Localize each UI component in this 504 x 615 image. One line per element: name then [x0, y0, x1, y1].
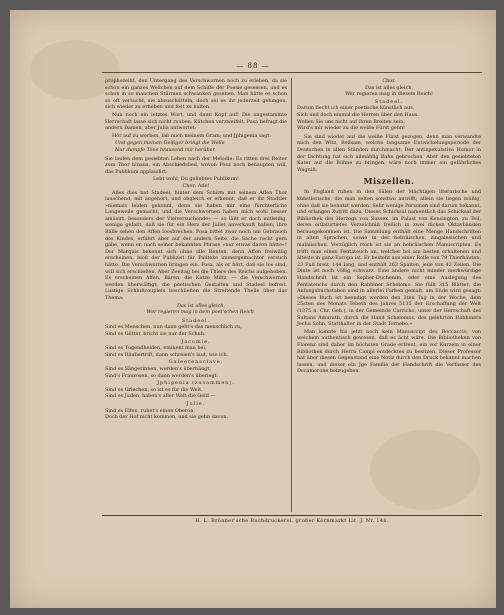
speaker-name: Stadeel.	[374, 98, 404, 105]
left-column	[105, 78, 287, 421]
paragraph: Nun noch ein letztes Wort, und dann Kopf auf! Die angestammte Herrschaft lasse sich nicht rauben. Kätchen verzweifelt, Posa befragt die andern Damen, aber Julia antwortet:	[105, 111, 287, 132]
poem-line: Nur dumpfe Töne brausend mir herüber.	[115, 146, 216, 153]
section-title: Miszellen.	[363, 176, 415, 187]
right-column	[297, 78, 481, 376]
chorus-line: Das ist alles gleich,	[364, 84, 414, 91]
verse-line: Sich und doch einmal die Herren über den Haus.	[297, 111, 419, 118]
verse-line: Sind es Juden, haben's aller Welt die Geld —	[105, 393, 216, 400]
verse-line: Sind's Franzosen, so dann werden's überlegt.	[105, 372, 219, 379]
verse-line: Wird's mir wieder zu die weiße Fürst gehn!	[297, 125, 406, 132]
paragraph: Sie laufen dem gesiebten Leben nach der Melodie: Es ritten drei Reiter zum Thor hinaus, ein Abschiedslied, wovon Posa noch behaupten will, das Publikum applaudirt:	[105, 155, 287, 175]
verse-line: Sind es Elfen, ruhet's einen Oberon,	[105, 407, 195, 414]
chorus-line: Lebt wohl, Du geliebtes Publikum!	[153, 176, 239, 183]
verse-line: Sind es Sängerinnen, werden's überhängt,	[105, 365, 211, 372]
chorus-line: Wer regieren mag in diesem Reich!	[345, 91, 433, 98]
poem-line: Und gegen meinen Geißger bringt die Welle	[115, 140, 225, 147]
printer-imprint: H. L. Brönner'sche Buchdruckerei, großer Kornmarkt Lit. J. Nr. 148.	[195, 518, 389, 524]
verse-line: Doch der Hof nicht kommen, und sie gehn davon.	[105, 414, 229, 421]
verse-line: Sind es Menschen, nun dann geht's das menschlich zu,	[105, 324, 242, 331]
speaker-name: Jacomie.	[181, 338, 211, 345]
stanza	[105, 401, 287, 421]
stanza	[105, 359, 287, 379]
column-divider	[291, 78, 292, 512]
verse-line: Sind es Tugendhelden, eminent man bei,	[105, 345, 207, 352]
footer-rule	[102, 515, 482, 516]
speaker-name: Stadeel.	[181, 317, 211, 324]
stanza	[105, 339, 287, 359]
stanza	[105, 380, 287, 400]
paragraph: In England ruhen in den Sälen der Mächtigen literarische und künstlerische, die man selten sonstwo antrifft; allein sie liegen müßig, ohne daß sie benutzt werden. Sehr wenige Personen sind darum bekannt, und erlangen Zutritt dazu. Dieses Schicksal namentlich das Schicksal der Bibliothek des Herzogs von Sussex, im Palast von Kensington, zu Teil, deren eitlaturtiefes Verzeichniß freilich in zwei dicken Oktavbänden herausgekommen ist. Die Sammlung enthält eine Menge Handschriften in alten Sprachen, sowie in der hebräischen, zingalesischen und malaiischen. Vorzüglich reich ist sie an hebräischen Manuscripten. Es trifft man einen Pentateuch an, welcher bei am besten erhaltenen und älteste in ganz Europa ist. Er besteht aus einer Rolle von 79 Thierhäuten, 23 Fuß breit, 144 lang, und enthält 263 Spalten, jede von 42 Zeilen. Die Dinte ist noch völlig schwarz. Eine andere nicht minder merkwürdige Handschrift ist ein Sepher-Duchenim, oder eine Auslegung des Pentateuchs durch den Rabbiner Schelomo. Sie füllt 315 Blätter; die Anfangsbuchstaben sind in allerlei Farben gemalt, am Ende wird gesagt: »Dieses Buch ist beendigt worden den 3ten Tag in der Woche, dem 25sten des Monats Tebeth des Jahres 5135 der Erschaffung der Welt (1375 n. Chr. Geb.), in der Gemeinde Carricho, unter der Herrschaft des Sultans Amurath, durch die Hand Schelomos, des gelehrten Rabbiners Jechu Sohn, Statthalter in der Stadt Tornebo.«	[297, 189, 481, 328]
page-number: — 88 —	[236, 62, 270, 70]
verse-line: Wollen Sie uns nicht auf ihren Breiten sein,	[297, 118, 405, 125]
poem-quote	[115, 140, 287, 153]
verse-line: Darum flecht ich einer poetische künstlich aus,	[297, 105, 415, 112]
speaker-name: Jphigenia (zusammen).	[157, 380, 235, 387]
verse-line: Sind es Griechen, so ist es für die Welt,	[105, 386, 203, 393]
header-rule	[102, 72, 482, 73]
refrain-line: Wer regieren mag in dem poet'schen Reich.	[146, 309, 256, 316]
speaker-name: Galeerensclave.	[168, 359, 224, 366]
chorus-label: Chor: Ade!	[182, 182, 210, 189]
stanza	[105, 318, 287, 338]
paragraph: Sie sind wieder auf die weiße Fürst gezogen, denn man verwandte mich den Witz, Beilsam, welche langsame Entwickelungsperiode der Deutschen in allen Ständen durchmacht. Der antispekulative Humor in der Dichtung hat sich allmählig Bahn gebrochen. Aber den gesiebteten Kater auf die Bühne zu bringen, wäre noch immer ein gefährliches Wagniß.	[297, 133, 481, 173]
speaker-name: Julie.	[186, 400, 206, 407]
paper-stain	[370, 430, 480, 510]
paragraph: Hör auf zu werben, laß mich meinem Gram; und Jphigenia sagt:	[112, 132, 271, 139]
paragraph: Alles dies hat Stadeel, hinter dem Schirm mit seinem Affen Thor lauschend, mit angehört, und obgleich er erkennt, daß er ihr Stadtler »niemals leiden gekonnt, denn sie haben mir eine fürchterliche Langeweile gemacht, und die Verschwornen haben mich wohl besser amüsirt, besonders der Vielversuchende« — so läßt er doch mitleidig, wenige gefaßt, daß sie für ein Herz der Juliet anverkauft haben, ihre Bälle sehen den Affen loosbrechen. Posa bittet zwar noch um Gebrauch des Kindes, erfährt aber auf der andern Seite, die Sache recht gern gäbe, wenn er, nach seiner bekannten Phrase »nur etwas davon hätte«! Der Marquis bekennt sich ohne alle Renten, denn Affen freiwillig erscheinen, bloß der Publizist für Paliteke immergemachter versuch hätte. Die Verschwornen bringen ein. Posa, als er hört, daß sie los sind, will sich erschießen. Aber Zeeitag bei die Thiere des Reichs aufgehoben. Es erscheinen Affen, Bären, die Katze Miltz, — die Verschwornen werden überwältigt; die poetischen Gestalten und Stadeel befreit. Lustige Schlußcouplets beschließen die Streitende Theile über das Thema:	[105, 189, 287, 301]
refrain	[115, 303, 287, 316]
newspaper-page	[10, 10, 496, 608]
chorus-label: Chor.	[382, 78, 396, 84]
verse-line: Sind es Götter, bricht sie nur der Schuh.	[105, 330, 206, 337]
paragraph: prophezeiht, den Untergang des Verschwornen noch zu erleben, da sie schon ein ganzes Weilchen auf dem Schiffe der Poesie gesessen, und es schon in so manchen Stürmen schwanken gesehen. Man hätte es schon so oft versucht, sie abzuschütteln, doch sei es ihr jederzeit gelungen, sich wieder zu erheben und fest zu halten.	[105, 78, 287, 111]
verse-line: Sind es Räubertrift, dann schreien's laut, wie ich.	[105, 351, 229, 358]
refrain-line: Das ist alles gleich,	[176, 302, 226, 309]
paragraph: Man kannte bis jetzt noch kein Manuscript des Boccaccio, von welchem authentisch gewesen, daß es ächt wäre. Die Bibliotheken von Florenz sind daher im höchsten Grade erfreut, ein vor Kurzem in einer Bibliothek durch Herrn Campi entdecktes zu besitzen. Dieser Professor hat über diesen Gegenstand eine Notiz durch den Druck bekannt machen lassen, und dieser ein Jge Familie der Handschrift die Verfasser des Decamerone beizugeben.	[297, 328, 481, 375]
